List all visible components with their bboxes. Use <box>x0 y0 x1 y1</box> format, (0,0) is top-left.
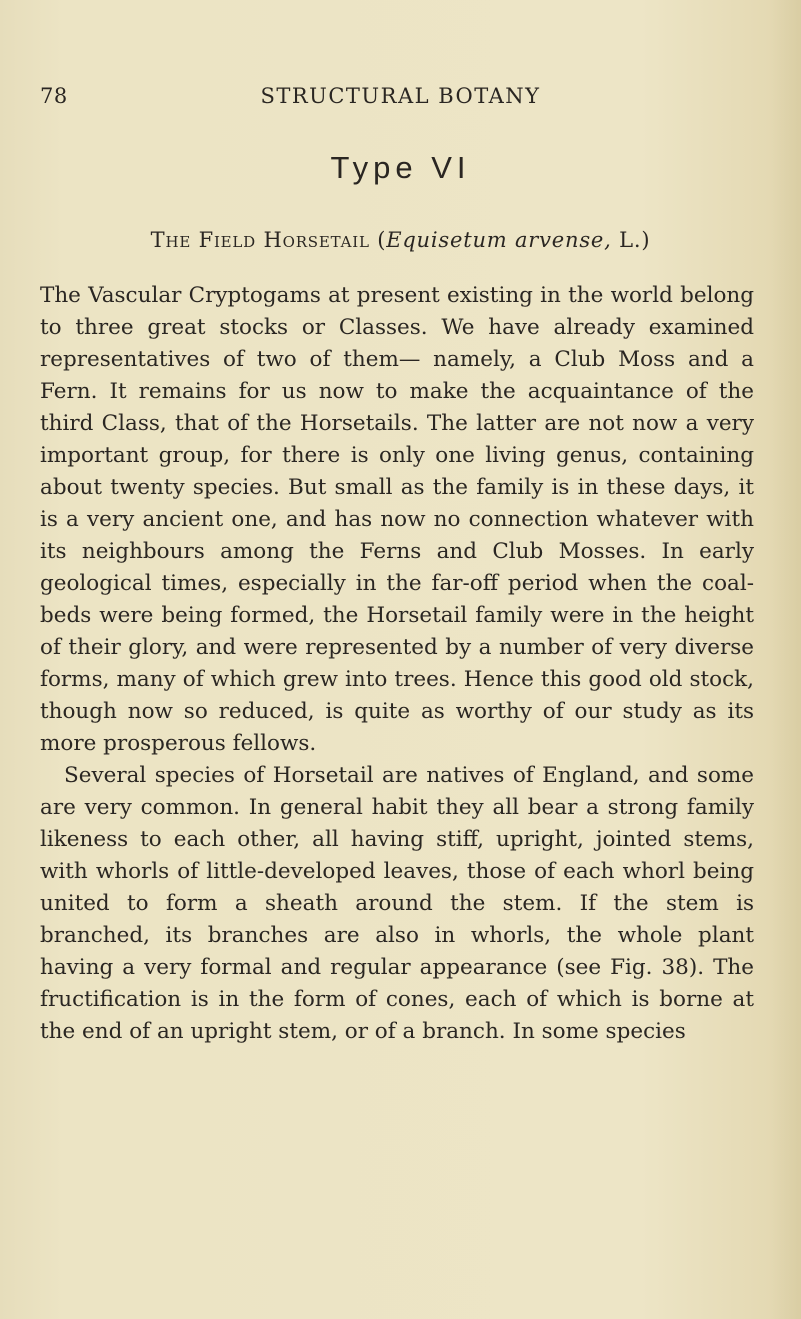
latin-name: Equisetum arvense, <box>386 228 612 252</box>
common-name: The Field Horsetail <box>150 228 370 252</box>
running-title: STRUCTURAL BOTANY <box>260 84 541 108</box>
section-subheading <box>0 228 801 252</box>
page-number: 78 <box>40 84 68 108</box>
authority: L.) <box>611 228 651 252</box>
paragraph: The Vascular Cryptogams at present existing in the world belong to three great stocks or Classes. We have already examined representatives of two of them— namely, a Club Moss and a Fern. It remains for us now to make the acquaintance of the third Class, that of the Horsetails. The latter are not now a very important group, for there is only one living genus, containing about twenty species. But small as the family is in these days, it is a very ancient one, and has now no connection whatever with its neighbours among the Ferns and Club Mosses. In early geological times, especially in the far-off period when the coal-beds were being formed, the Horsetail family were in the height of their glory, and were represented by a number of very diverse forms, many of which grew into trees. Hence this good old stock, though now so reduced, is quite as worthy of our study as its more prosperous fellows. <box>40 283 754 756</box>
body-text <box>40 280 754 1048</box>
open-paren: ( <box>369 228 387 252</box>
page-header <box>0 84 801 114</box>
section-heading: Type VI <box>330 150 471 185</box>
paragraph: Several species of Horsetail are natives of England, and some are very common. In general habit they all bear a strong family likeness to each other, all having stiff, upright, jointed stems, with whorls of little-developed leaves, those of each whorl being united to form a sheath around the stem. If the stem is branched, its branches are also in whorls, the whole plant having a very formal and regular appearance (see Fig. 38). The fructification is in the form of cones, each of which is borne at the end of an upright stem, or of a branch. In some species <box>40 763 754 1044</box>
